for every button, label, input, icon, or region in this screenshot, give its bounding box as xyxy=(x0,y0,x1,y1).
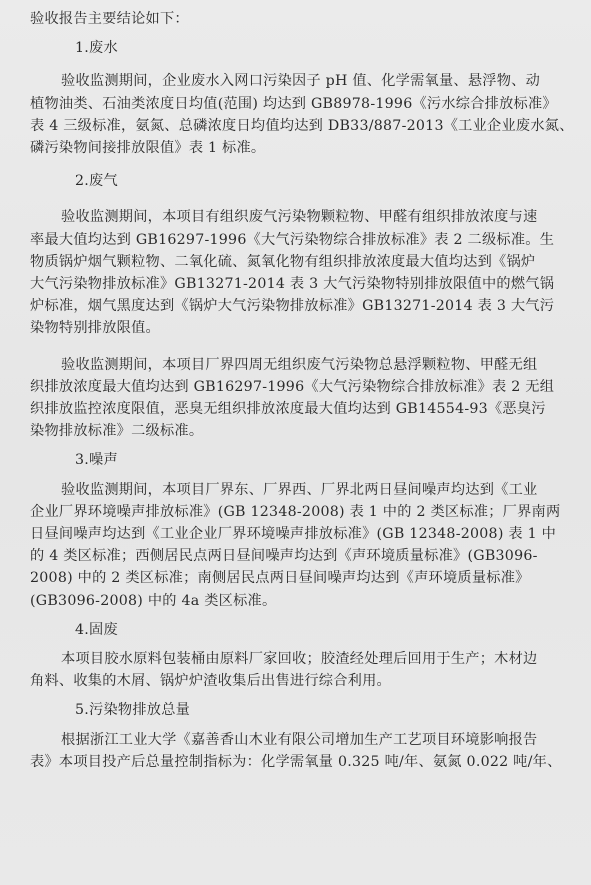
paragraph-line: 表 4 三级标准，氨氮、总磷浓度日均值均达到 DB33/887-2013《工业企业废水氮、 xyxy=(30,117,574,134)
paragraph-wastewater xyxy=(30,70,574,159)
paragraph-line: (GB3096-2008) 中的 4a 类区标准。 xyxy=(30,592,277,609)
intro-text: 验收报告主要结论如下： xyxy=(30,11,189,27)
paragraph-line: 验收监测期间，企业废水入网口污染因子 pH 值、化学需氧量、悬浮物、动 xyxy=(61,73,541,90)
paragraph-line: 大气污染物排放标准》GB13271-2014 表 3 大气污染物特别排放限值中的燃气锅 xyxy=(30,276,555,293)
paragraph-line: 企业厂界环境噪声排放标准》(GB 12348-2008) 表 1 中的 2 类区标准；厂界南两 xyxy=(30,503,561,520)
paragraph-noise xyxy=(30,479,569,612)
paragraph-line: 染物排放标准》二级标准。 xyxy=(30,423,204,440)
paragraph-solid-waste xyxy=(30,648,569,692)
section-heading-noise: 3.噪声 xyxy=(75,452,118,469)
paragraph-line: 验收监测期间，本项目厂界东、厂界西、厂界北两日昼间噪声均达到《工业 xyxy=(61,481,538,498)
paragraph-line: 表》本项目投产后总量控制指标为：化学需氧量 0.325 吨/年、氨氮 0.022 吨/年、 xyxy=(30,753,562,770)
paragraph-line: 率最大值均达到 GB16297-1996《大气污染物综合排放标准》表 2 二级标准。生 xyxy=(30,231,555,248)
paragraph-line: 织排放浓度最大值均达到 GB16297-1996《大气污染物综合排放标准》表 2 无组 xyxy=(30,378,555,395)
paragraph-line: 角料、收集的木屑、锅炉炉渣收集后出售进行综合利用。 xyxy=(30,673,391,690)
paragraph-line: 2008) 中的 2 类区标准；南侧居民点两日昼间噪声均达到《声环境质量标准》 xyxy=(30,570,530,587)
section-heading-exhaust-gas: 2.废气 xyxy=(75,173,118,190)
paragraph-line: 的 4 类区标准；西侧居民点两日昼间噪声均达到《声环境质量标准》(GB3096- xyxy=(30,548,538,565)
section-heading-wastewater: 1.废水 xyxy=(75,40,118,57)
paragraph-line: 本项目胶水原料包装桶由原料厂家回收；胶渣经处理后回用于生产；木材边 xyxy=(61,651,538,668)
paragraph-organized-emissions xyxy=(30,206,569,339)
paragraph-emission-totals xyxy=(30,729,569,773)
section-heading-emission-totals: 5.污染物排放总量 xyxy=(75,702,191,719)
paragraph-line: 根据浙江工业大学《嘉善香山木业有限公司增加生产工艺项目环境影响报告 xyxy=(61,731,538,748)
paragraph-line: 织排放监控浓度限值，恶臭无组织排放浓度最大值均达到 GB14554-93《恶臭污 xyxy=(30,401,546,418)
paragraph-unorganized-emissions xyxy=(30,354,569,443)
paragraph-line: 染物特别排放限值。 xyxy=(30,320,160,337)
paragraph-line: 验收监测期间，本项目厂界四周无组织废气污染物总悬浮颗粒物、甲醛无组 xyxy=(61,356,538,373)
paragraph-line: 日昼间噪声均达到《工业企业厂界环境噪声排放标准》(GB 12348-2008) 表 1 中 xyxy=(30,526,557,543)
paragraph-line: 炉标准，烟气黑度达到《锅炉大气污染物排放标准》GB13271-2014 表 3 大气污 xyxy=(30,298,555,315)
paragraph-line: 验收监测期间，本项目有组织废气污染物颗粒物、甲醛有组织排放浓度与速 xyxy=(61,209,538,226)
section-heading-solid-waste: 4.固废 xyxy=(75,621,118,638)
paragraph-line: 磷污染物间接排放限值》表 1 标准。 xyxy=(30,140,266,157)
paragraph-line: 植物油类、石油类浓度日均值(范围) 均达到 GB8978-1996《污水综合排放标准》 xyxy=(30,95,557,112)
paragraph-line: 物质锅炉烟气颗粒物、二氧化硫、氮氧化物有组织排放浓度最大值均达到《锅炉 xyxy=(30,253,536,270)
